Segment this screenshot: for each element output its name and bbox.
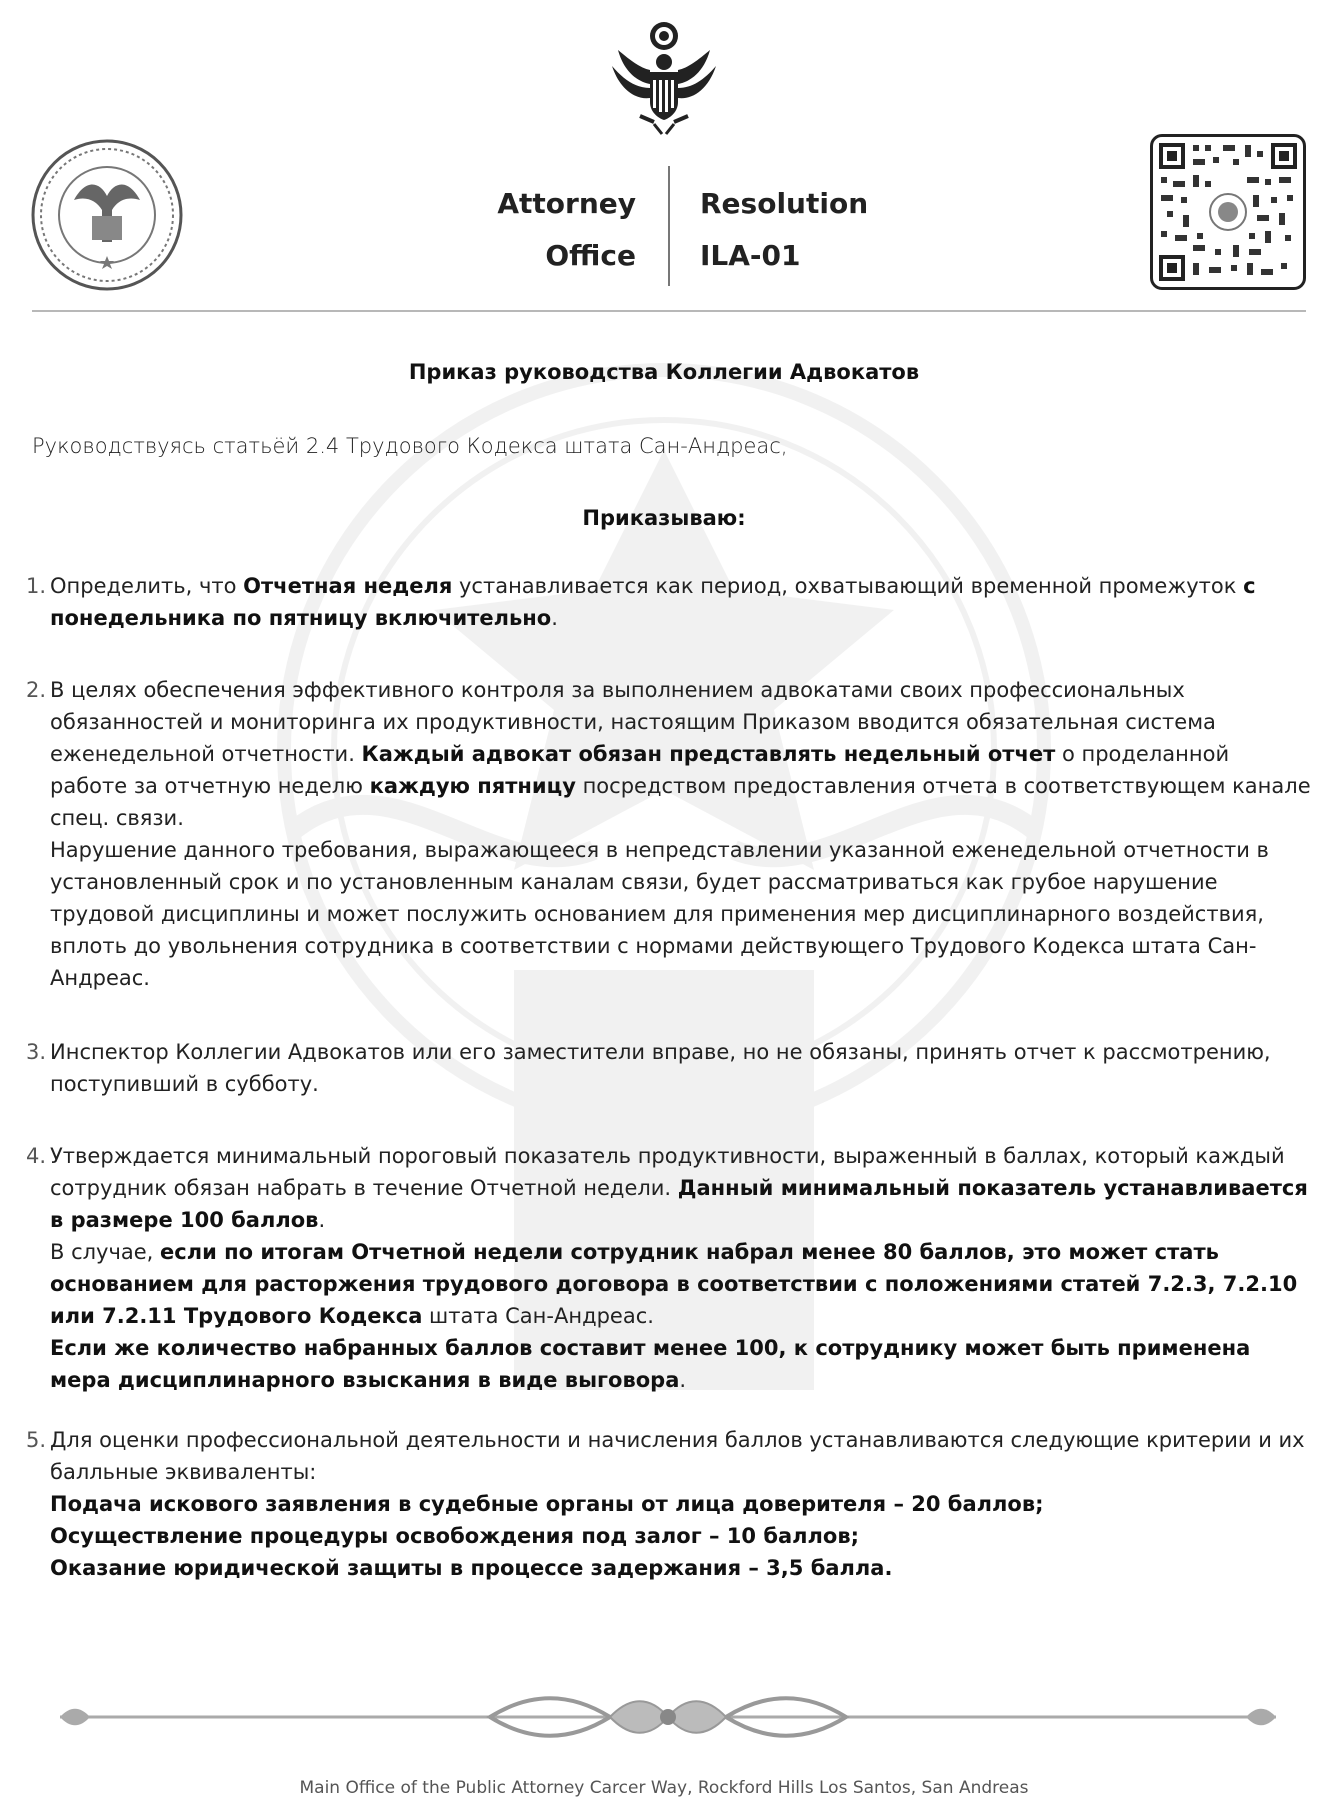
- criteria-item: [50, 1520, 1312, 1552]
- text-run: .: [318, 1208, 326, 1232]
- document-title: Приказ руководства Коллегии Адвокатов: [408, 360, 920, 384]
- text-run: о проделанной работе за отчетную неделю: [50, 742, 1230, 798]
- item-paragraph: [50, 1140, 1312, 1236]
- header-office-label: [440, 178, 636, 282]
- order-word: Приказываю:: [582, 506, 746, 530]
- criteria-item: [50, 1552, 1312, 1584]
- document-preamble: Руководствуясь статьёй 2.4 Трудового Кодекса штата Сан-Андреас,: [32, 434, 788, 458]
- item-number: 3.: [25, 1040, 46, 1064]
- text-run: Определить, что: [50, 574, 244, 598]
- list-item: [22, 1140, 1312, 1396]
- item-number: 2.: [25, 678, 46, 702]
- header-resolution-label: [700, 178, 960, 282]
- qr-code-pattern: [1153, 137, 1303, 287]
- great-seal-eagle-icon: [610, 20, 718, 136]
- text-run: посредством предоставления отчета в соответствующем канале спец. связи.: [50, 774, 1311, 830]
- criteria-item: [50, 1488, 1312, 1520]
- item-paragraph: [50, 674, 1312, 834]
- item-number: 5.: [25, 1428, 46, 1452]
- decorative-divider: [50, 1688, 1286, 1746]
- bold-run: с понедельника по пятницу включительно: [50, 574, 1256, 630]
- bold-run: каждую пятницу: [369, 774, 576, 798]
- header-left-line1: Attorney: [497, 187, 636, 220]
- text-run: В целях обеспечения эффективного контроля за выполнением адвокатами своих профессиональных обязанностей и мониторинга их продуктивности, настоящим Приказом вводится обязательная система еженедельной отчетности.: [50, 678, 1216, 766]
- bold-run: если по итогам Отчетной недели сотрудник набрал менее 80 баллов, это может стать основанием для расторжения трудового договора в соответствии с положениями статей 7.2.3, 7.2.10 или 7.2.11 Трудового Кодекса: [50, 1240, 1298, 1328]
- list-item: [22, 674, 1312, 994]
- item-paragraph: Инспектор Коллегии Адвокатов или его заместители вправе, но не обязаны, принять отчет к рассмотрению, поступивший в субботу.: [50, 1040, 1271, 1096]
- header-rule: [32, 310, 1306, 312]
- qr-code[interactable]: [1150, 134, 1306, 290]
- item-number: 1.: [25, 574, 46, 598]
- footer-address: Main Office of the Public Attorney Carcer Way, Rockford Hills Los Santos, San Andreas: [299, 1778, 1029, 1798]
- list-item: [22, 1424, 1312, 1584]
- item-number: 4.: [25, 1144, 46, 1168]
- header-divider: [668, 166, 670, 286]
- bold-run: Каждый адвокат обязан представлять недельный отчет: [361, 742, 1056, 766]
- text-run: штата Сан-Андреас.: [422, 1304, 654, 1328]
- text-run: .: [551, 606, 558, 630]
- list-item: [22, 570, 1312, 634]
- header-right-line1: Resolution: [700, 187, 869, 220]
- list-item: [22, 1036, 1312, 1100]
- text-run: устанавливается как период, охватывающий временной промежуток: [452, 574, 1244, 598]
- item-paragraph: Для оценки профессиональной деятельности и начисления баллов устанавливаются следующие критерии и их балльные эквиваленты:: [50, 1428, 1305, 1484]
- header-left-line2: Office: [545, 239, 636, 272]
- bold-run: Данный минимальный показатель устанавливается в размере 100 баллов: [50, 1176, 1308, 1232]
- bold-run: Подача искового заявления в судебные органы от лица доверителя – 20 баллов;: [50, 1492, 1044, 1516]
- bold-run: Осуществление процедуры освобождения под залог – 10 баллов;: [50, 1524, 860, 1548]
- bold-run: Если же количество набранных баллов составит менее 100, к сотруднику может быть применена мера дисциплинарного взыскания в виде выговора: [50, 1336, 1251, 1392]
- item-paragraph: Нарушение данного требования, выражающееся в непредставлении указанной еженедельной отчетности в установленный срок и по установленным каналам связи, будет рассматриваться как грубое нарушение трудовой дисциплины и может послужить основанием для применения мер дисциплинарного воздействия, вплоть до увольнения сотрудника в соответствии с нормами действующего Трудового Кодекса штата Сан-Андреас.: [50, 838, 1269, 990]
- header-right-line2: ILA-01: [700, 239, 801, 272]
- bold-run: Оказание юридической защиты в процессе задержания – 3,5 балла.: [50, 1556, 893, 1580]
- item-paragraph: [50, 1332, 1312, 1396]
- text-run: .: [679, 1368, 687, 1392]
- text-run: Утверждается минимальный пороговый показатель продуктивности, выраженный в баллах, который каждый сотрудник обязан набрать в течение Отчетной недели.: [50, 1144, 1285, 1200]
- item-paragraph: [50, 570, 1312, 634]
- item-paragraph: [50, 1236, 1312, 1332]
- text-run: В случае,: [50, 1240, 161, 1264]
- bold-run: Отчетная неделя: [243, 574, 453, 598]
- department-of-justice-seal: [30, 138, 184, 292]
